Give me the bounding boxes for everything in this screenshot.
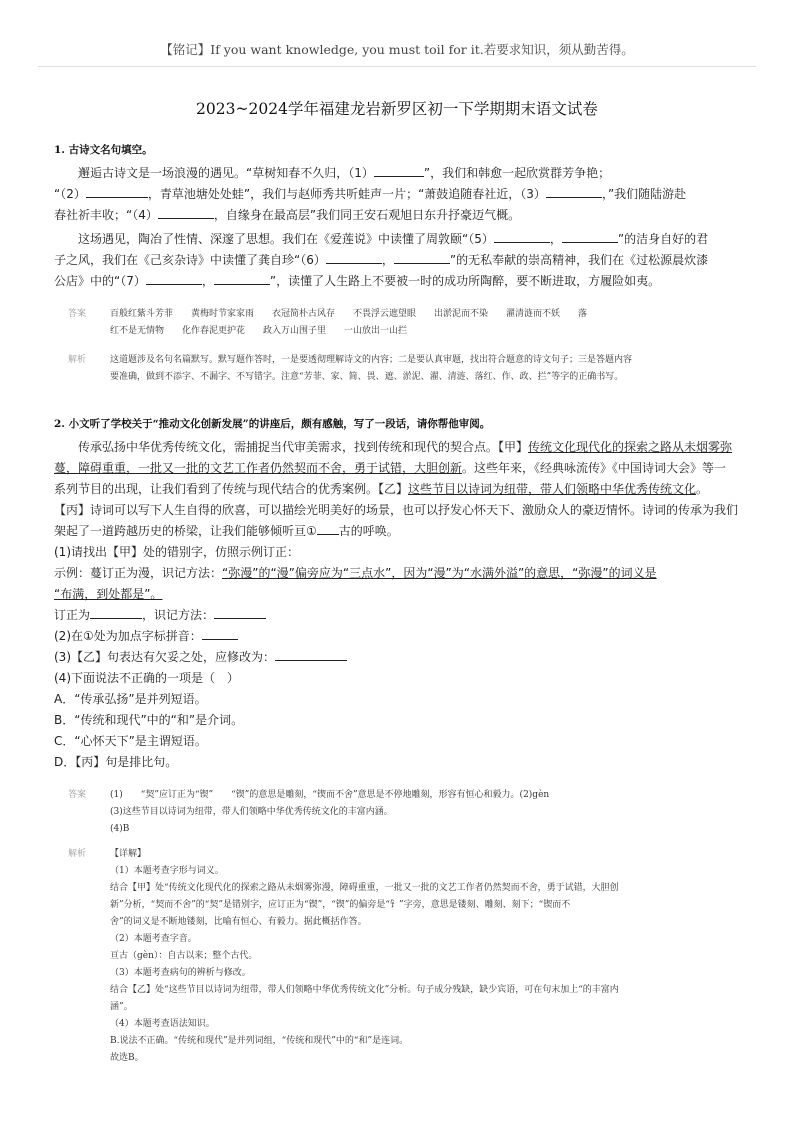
fill-blank-7a[interactable]: [146, 271, 202, 285]
header-divider: [38, 66, 756, 67]
passage-text: ，: [381, 253, 394, 267]
sentence-yi: 这些节目以诗词为纽带，带人们领略中华优秀传统文化: [408, 482, 697, 496]
passage-text: ”的洁身自好的君: [617, 232, 709, 246]
sub-questions: [54, 542, 744, 773]
answer-text: 百般红紫斗芳菲 黄梅时节家家雨 衣冠简朴古风存 不畏浮云遮望眼 出淤泥而不染 濯清涟而不妖 落: [110, 309, 588, 319]
sentence-jia-cont: 蔓，障碍重重，一批又一批的文艺工作者仍然契而不舍，勇于试错，大胆创新: [54, 461, 463, 475]
answer-text: (4)B: [110, 824, 130, 834]
answer-block: [54, 787, 744, 838]
passage-text: ”的无私奉献的崇高精神，我们在《过松源晨炊漆: [449, 253, 709, 267]
analysis-text: 结合【甲】处“传统文化现代化的探索之路从未烟雾弥漫，障碍重重，一批又一批的文艺工作者仍然契而不舍，勇于试错，大胆创: [110, 883, 619, 893]
analysis-block: [54, 352, 744, 386]
analysis-text: 故选B。: [110, 1053, 144, 1063]
option-a[interactable]: A．“传承弘扬”是并列短语。: [54, 692, 207, 706]
answer-label: 答案: [68, 790, 87, 800]
analysis-text: 新”分析，“契而不舍”的“契”是错别字，应订正为“锲”，“锲”的偏旁是“钅”字旁，意思是镂刻、雕刻、刻下；“锲而不: [110, 900, 571, 910]
passage-text: 公店》中的“（7）: [54, 274, 146, 288]
fill-blank-6a[interactable]: [326, 250, 382, 264]
passage-text: ，”我们随陆游赴: [601, 187, 687, 201]
analysis-label: 解析: [68, 355, 87, 365]
sub-question-1: (1)请找出【甲】处的错别字，仿照示例订正：: [54, 545, 299, 559]
passage-text: “（2）: [54, 187, 86, 201]
passage-text: ”，读懂了人生路上不要被一时的成功所陶醉，要不断进取，方履险如夷。: [269, 274, 661, 288]
fill-blank-3[interactable]: [546, 184, 602, 198]
passage-text: ，青草池塘处处蛙”，我们与赵师秀共听蛙声一片；“萧鼓追随春社近，（3）: [147, 187, 546, 201]
passage-text: 传承弘扬中华优秀传统文化，需捕捉当代审美需求，找到传统和现代的契合点。【甲】: [78, 440, 529, 454]
passage-text: 。这些年来，《经典咏流传》《中国诗词大会》等一: [462, 461, 727, 475]
passage-text: 邂逅古诗文是一场浪漫的遇见。“草树知春不久归，（1）: [78, 166, 374, 180]
fill-blank-pinyin[interactable]: [317, 521, 339, 535]
pinyin-answer-blank[interactable]: [202, 626, 238, 640]
analysis-text: （3）本题考查病句的辨析与修改。: [110, 968, 251, 978]
fill-blank-1[interactable]: [374, 163, 424, 177]
option-d[interactable]: D．【丙】句是排比句。: [54, 755, 178, 769]
passage-text: ”，我们和韩愈一起欣赏群芳争艳；: [423, 166, 611, 180]
analysis-block: [54, 846, 744, 1067]
question-2-passage: [54, 437, 744, 542]
passage-text: 这场遇见，陶冶了性情、深邃了思想。我们在《爱莲说》中读懂了周敦颐“（5）: [78, 232, 494, 246]
answer-text: 红不是无情物 化作春泥更护花 政入万山围子里 一山放出一山拦: [110, 326, 408, 336]
analysis-text: 舍”的词义是不断地镂刻，比喻有恒心、有毅力。据此概括作答。: [110, 917, 367, 927]
option-b[interactable]: B．“传统和现代”中的“和”是介词。: [54, 713, 244, 727]
answer-text: (1) “契”应订正为“锲” “锲”的意思是雕刻，“锲而不舍”意思是不停地雕刻，形容有恒心和毅力。(2)gèn: [110, 790, 550, 800]
passage-text: ，: [201, 274, 214, 288]
passage-text: 系列节目的出现，让我们看到了传统与现代结合的优秀案例。【乙】: [54, 482, 409, 496]
fill-blank-5a[interactable]: [494, 229, 550, 243]
sentence-jia: 传统文化现代化的探索之路从未烟雾弥: [528, 440, 733, 454]
option-c[interactable]: C．“心怀天下”是主谓短语。: [54, 734, 207, 748]
revision-answer-blank[interactable]: [275, 647, 347, 661]
question-1-passage: [54, 163, 744, 292]
passage-text: ，: [549, 232, 562, 246]
passage-text: 架起了一道跨越历史的桥梁，让我们能够倾听亘①: [54, 524, 317, 538]
fill-blank-4[interactable]: [158, 205, 214, 219]
analysis-text: 要准确，做到不添字、不漏字、不写错字。注意“芳菲、家、简、畏、遮、淤泥、濯、清涟、落红、作、政、拦”等字的正确书写。: [110, 372, 624, 382]
analysis-text: （2）本题考查字音。: [110, 934, 197, 944]
fill-blank-2[interactable]: [86, 184, 148, 198]
analysis-text: 涵”。: [110, 1002, 133, 1012]
answer-label: 答案: [68, 309, 87, 319]
question-2: [54, 416, 744, 1067]
question-2-stem: 2. 小文听了学校关于“推动文化创新发展”的讲座后，颇有感触，写了一段话，请你帮他审阅。: [54, 418, 491, 430]
fix-answer-blank[interactable]: [90, 605, 142, 619]
analysis-text: （1）本题考查字形与词义。: [110, 866, 224, 876]
analysis-text: B.说法不正确。“传统和现代”是并列词组，“传统和现代”中的“和”是连词。: [110, 1036, 409, 1046]
passage-text: 【丙】诗词可以写下人生自得的欣喜，可以描绘光明美好的场景，也可以抒发心怀天下、激励众人的豪迈情怀。诗词的传承为我们: [54, 503, 739, 517]
sub-question-4: (4)下面说法不正确的一项是（ ）: [54, 671, 239, 685]
sub-question-3: (3)【乙】句表达有欠妥之处，应修改为：: [54, 650, 275, 664]
fix-method-label: ，识记方法：: [142, 608, 215, 622]
question-1-stem: 1. 古诗文名句填空。: [54, 144, 153, 156]
page-title: 2023~2024学年福建龙岩新罗区初一下学期期末语文试卷: [196, 100, 598, 118]
fill-blank-6b[interactable]: [394, 250, 450, 264]
analysis-text: （4）本题考查语法知识。: [110, 1019, 215, 1029]
fill-blank-7b[interactable]: [214, 271, 270, 285]
analysis-text: 结合【乙】处“这些节目以诗词为纽带，带人们领略中华优秀传统文化”分析。句子成分残缺，缺少宾语，可在句末加上“的丰富内: [110, 985, 619, 995]
passage-text: 子之风，我们在《己亥杂诗》中读懂了龚自珍“（6）: [54, 253, 326, 267]
analysis-text: 亘古（gèn）：自古以来；整个古代。: [110, 951, 258, 961]
passage-text: 春社祈丰收；“（4）: [54, 208, 158, 222]
passage-text: 古的呼唤。: [338, 524, 399, 538]
answer-text: (3)这些节目以诗词为纽带，带人们领略中华优秀传统文化的丰富内涵。: [110, 807, 393, 817]
analysis-text: 【详解】: [110, 849, 147, 859]
fix-label: 订正为: [54, 608, 91, 622]
example-method-cont: “布满，到处都是”。: [54, 587, 163, 601]
example-text: 示例：蔓订正为漫，识记方法：: [54, 566, 223, 580]
motto-header: 【铭记】If you want knowledge, you must toil for it.若要求知识，须从勤苦得。: [160, 42, 634, 57]
analysis-text: 这道题涉及名句名篇默写。默写题作答时，一是要透彻理解诗文的内容；二是要认真审题，找出符合题意的诗文句子；三是答题内容: [110, 355, 633, 365]
method-answer-blank[interactable]: [214, 605, 266, 619]
example-method: “弥漫”的“漫”偏旁应为“三点水”，因为“漫”为“水满外溢”的意思，“弥漫”的词义是: [222, 566, 657, 580]
question-1: [54, 142, 744, 386]
passage-text: 。: [696, 482, 709, 496]
fill-blank-5b[interactable]: [562, 229, 618, 243]
sub-question-2: (2)在①处为加点字标拼音：: [54, 629, 202, 643]
analysis-label: 解析: [68, 849, 87, 859]
answer-block: [54, 306, 744, 340]
passage-text: ，自缘身在最高层”我们同王安石观旭日东升抒豪迈气概。: [213, 208, 521, 222]
